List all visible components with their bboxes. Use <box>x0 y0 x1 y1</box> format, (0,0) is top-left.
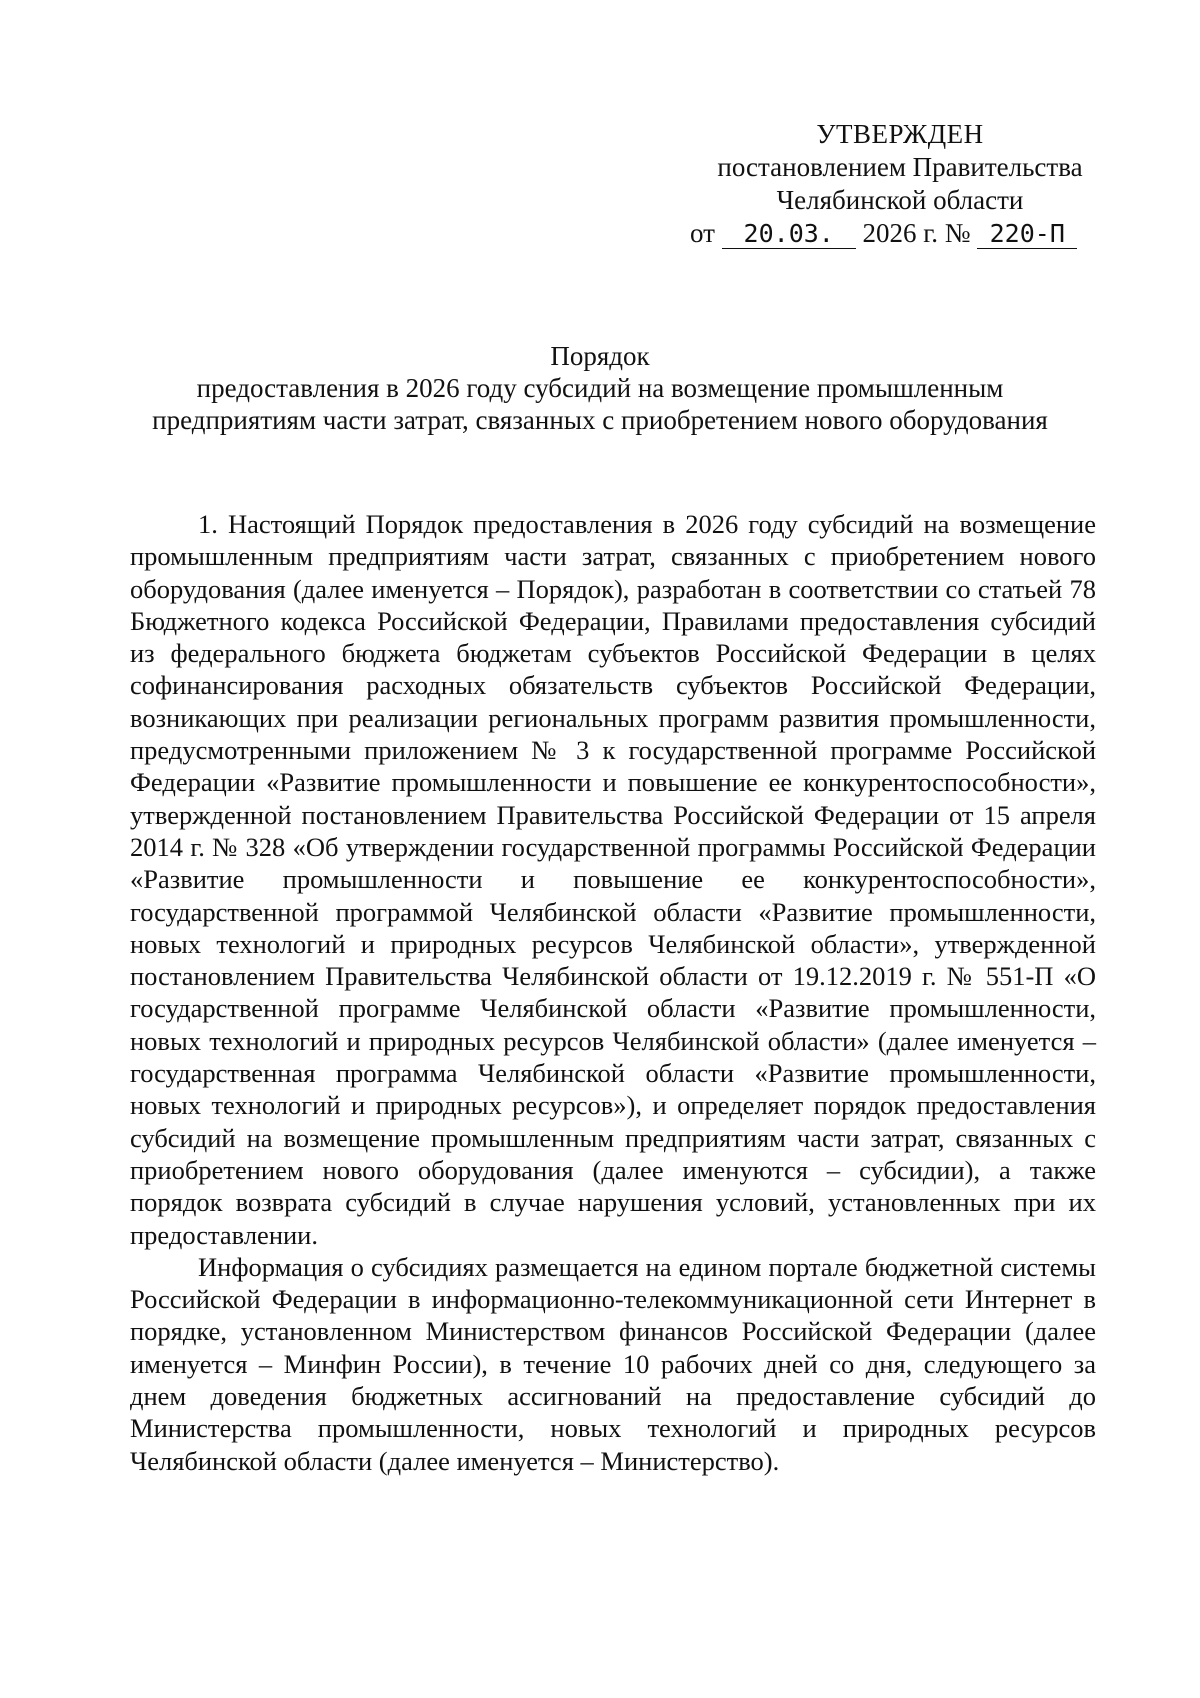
paragraph-1: 1. Настоящий Порядок предоставления в 2026 году субсидий на возмещение промышленным предприятиям части затрат, связанных с приобретением нового оборудования (далее именуется – Порядок), разработан в соответствии со статьей 78 Бюджетного кодекса Российской Федерации, Правилами предоставления субсидий из федерального бюджета бюджетам субъектов Российской Федерации в целях софинансирования расходных обязательств субъектов Российской Федерации, возникающих при реализации региональных программ развития промышленности, предусмотренными приложением № 3 к государственной программе Российской Федерации «Развитие промышленности и повышение ее конкурентоспособности», утвержденной постановлением Правительства Российской Федерации от 15 апреля 2014 г. № 328 «Об утверждении государственной программы Российской Федерации «Развитие промышленности и повышение ее конкурентоспособности», государственной программой Челябинской области «Развитие промышленности, новых технологий и природных ресурсов Челябинской области», утвержденной постановлением Правительства Челябинской области от 19.12.2019 г. № 551-П «О государственной программе Челябинской области «Развитие промышленности, новых технологий и природных ресурсов Челябинской области» (далее именуется – государственная программа Челябинской области «Развитие промышленности, новых технологий и природных ресурсов»), и определяет порядок предоставления субсидий на возмещение промышленным предприятиям части затрат, связанных с приобретением нового оборудования (далее именуются – субсидии), а также порядок возврата субсидий в случае нарушения условий, установленных при их предоставлении. <box>130 509 1096 1250</box>
approval-number-value: 220-П <box>977 220 1077 249</box>
title-main: Порядок <box>550 341 650 371</box>
paragraph-2: Информация о субсидиях размещается на едином портале бюджетной системы Российской Федерации в информационно-телекоммуникационной сети Интернет в порядке, установленном Министерством финансов Российской Федерации (далее именуется – Минфин России), в течение 10 рабочих дней со дня, следующего за днем доведения бюджетных ассигнований на предоставление субсидий до Министерства промышленности, новых технологий и природных ресурсов Челябинской области (далее именуется – Министерство). <box>130 1251 1096 1476</box>
title-line-2: предприятиям части затрат, связанных с приобретением нового оборудования <box>152 405 1048 435</box>
document-body <box>130 508 1096 1477</box>
approval-heading: УТВЕРЖДЕН <box>816 119 984 149</box>
approval-line-2: Челябинской области <box>776 185 1024 215</box>
approval-block <box>690 118 1110 250</box>
approval-line-1: постановлением Правительства <box>717 152 1083 182</box>
year-number-label: 2026 г. № <box>862 218 971 248</box>
approval-date-line <box>690 217 1110 250</box>
title-line-1: предоставления в 2026 году субсидий на возмещение промышленным <box>196 373 1004 403</box>
date-prefix: от <box>690 218 715 248</box>
document-title <box>120 340 1080 436</box>
approval-date-value: 20.03. <box>722 220 856 249</box>
